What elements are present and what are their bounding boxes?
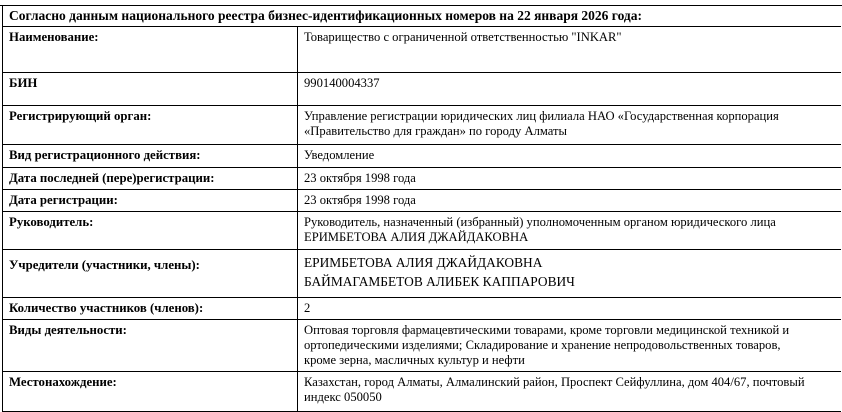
value-activities-line: Оптовая торговля фармацевтическими товарами, кроме торговли медицинской техникой и <box>304 323 790 337</box>
value-name <box>298 27 841 73</box>
value-activities <box>298 320 841 372</box>
value-participant-count-line: 2 <box>304 301 311 315</box>
label-location: Местонахождение: <box>3 372 298 412</box>
label-founders: Учредители (участники, члены): <box>3 250 298 298</box>
value-participant-count <box>298 298 841 320</box>
registry-table <box>2 26 841 412</box>
row-last-reregistration-date <box>3 168 841 190</box>
label-director: Руководитель: <box>3 212 298 250</box>
value-director-line: ЕРИМБЕТОВА АЛИЯ ДЖАЙДАКОВНА <box>304 230 529 244</box>
value-registration-action <box>298 145 841 168</box>
value-founders-line: ЕРИМБЕТОВА АЛИЯ ДЖАЙДАКОВНА <box>304 255 543 270</box>
label-participant-count: Количество участников (членов): <box>3 298 298 320</box>
value-founders-line: БАЙМАГАМБЕТОВ АЛИБЕК КАППАРОВИЧ <box>304 274 575 289</box>
label-bin: БИН <box>3 73 298 106</box>
value-registering-authority-line: Управление регистрации юридических лиц филиала НАО «Государственная корпорация <box>304 109 779 123</box>
value-activities-line: ортопедическими изделиями; Складирование и хранение непродовольственных товаров, <box>304 338 781 352</box>
value-activities-line: кроме зерна, масличных культур и нефти <box>304 353 525 367</box>
label-registration-action: Вид регистрационного действия: <box>3 145 298 168</box>
row-registering-authority <box>3 106 841 145</box>
value-registration-date-line: 23 октября 1998 года <box>304 193 416 207</box>
label-name: Наименование: <box>3 27 298 73</box>
row-registration-action <box>3 145 841 168</box>
row-registration-date <box>3 190 841 212</box>
label-registering-authority: Регистрирующий орган: <box>3 106 298 145</box>
value-director <box>298 212 841 250</box>
row-activities <box>3 320 841 372</box>
row-participant-count <box>3 298 841 320</box>
value-location <box>298 372 841 412</box>
value-registration-action-line: Уведомление <box>304 148 375 162</box>
registry-heading: Согласно данным национального реестра бизнес-идентификационных номеров на 22 января 2026 года: <box>2 6 840 26</box>
value-location-line: Казахстан, город Алматы, Алмалинский район, Проспект Сейфуллина, дом 404/67, почтовый <box>304 375 805 389</box>
value-director-line: Руководитель, назначенный (избранный) уполномоченным органом юридического лица <box>304 215 776 229</box>
value-founders <box>298 250 841 298</box>
value-last-reregistration-date-line: 23 октября 1998 года <box>304 171 416 185</box>
value-registering-authority <box>298 106 841 145</box>
row-director <box>3 212 841 250</box>
label-last-reregistration-date: Дата последней (пере)регистрации: <box>3 168 298 190</box>
label-activities: Виды деятельности: <box>3 320 298 372</box>
value-name-line: Товарищество с ограниченной ответственностью "INKAR" <box>304 30 622 44</box>
value-registration-date <box>298 190 841 212</box>
row-bin <box>3 73 841 106</box>
row-name <box>3 27 841 73</box>
value-registering-authority-line: «Правительство для граждан» по городу Алматы <box>304 124 567 138</box>
value-location-line: индекс 050050 <box>304 390 382 404</box>
value-bin-line: 990140004337 <box>304 76 380 90</box>
value-last-reregistration-date <box>298 168 841 190</box>
row-founders <box>3 250 841 298</box>
row-location <box>3 372 841 412</box>
label-registration-date: Дата регистрации: <box>3 190 298 212</box>
value-bin <box>298 73 841 106</box>
